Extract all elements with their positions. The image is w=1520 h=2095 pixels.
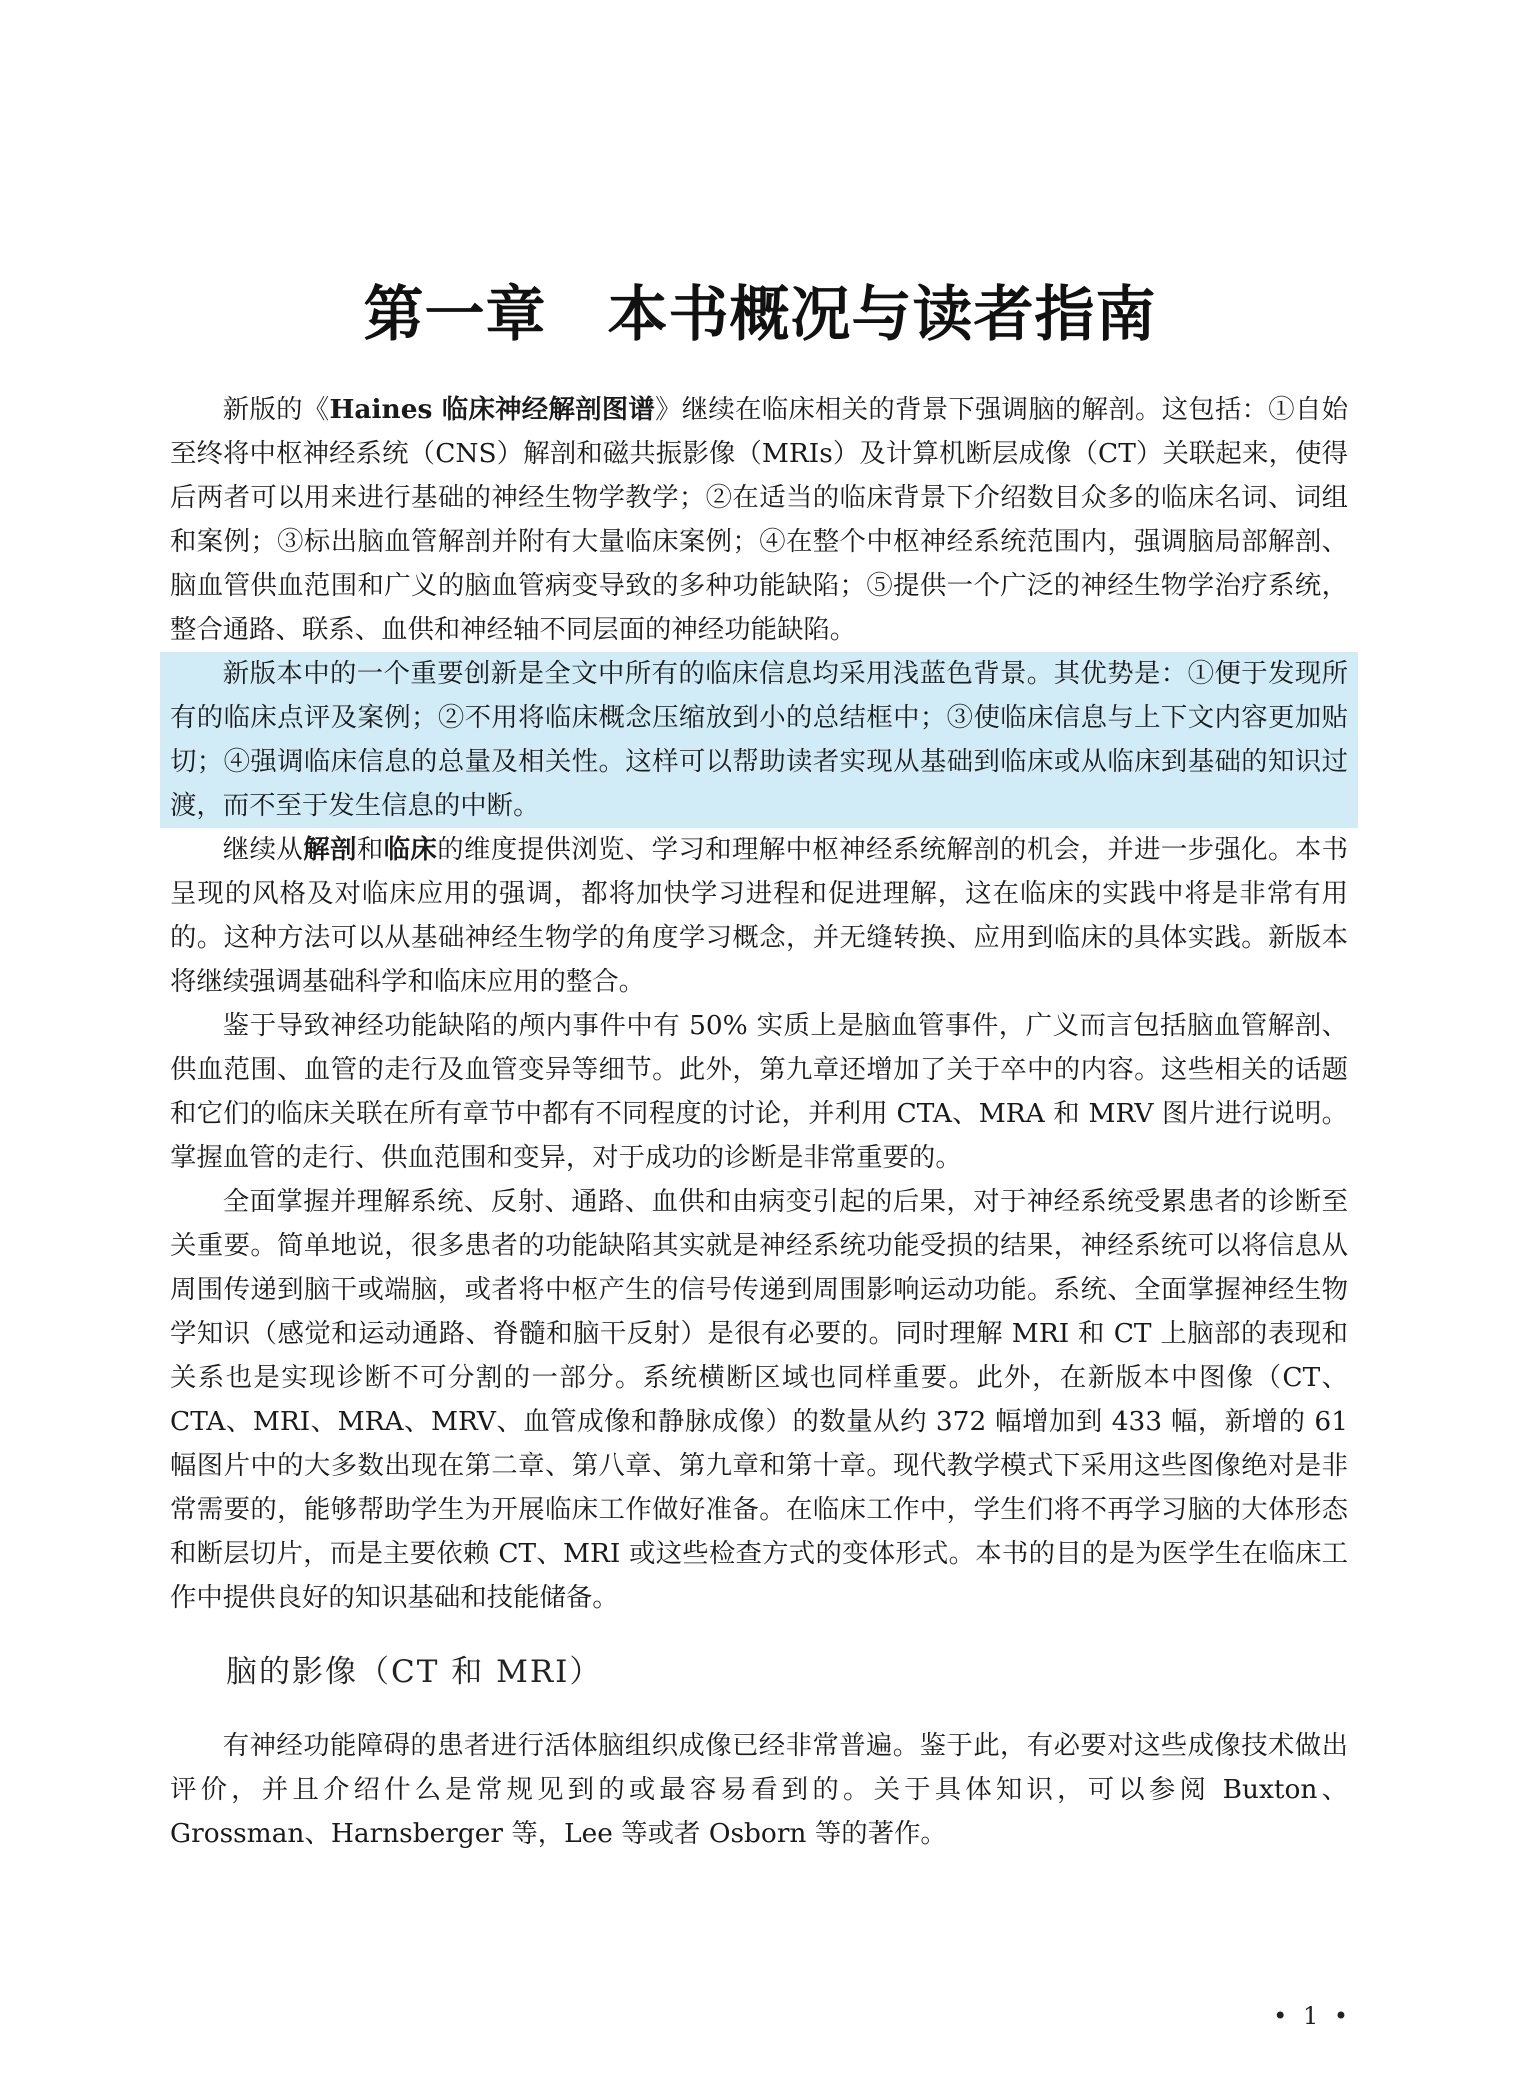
page-number: • 1 •: [1273, 2002, 1352, 2030]
paragraph-3-part-a: 继续从: [222, 834, 304, 865]
emphasis-anatomy: 解剖: [303, 834, 357, 865]
emphasis-clinical: 临床: [383, 834, 438, 865]
paragraph-systems: 全面掌握并理解系统、反射、通路、血供和由病变引起的后果，对于神经系统受累患者的诊断至关重要。简单地说，很多患者的功能缺陷其实就是神经系统功能受损的结果，神经系统可以将信息从周围传递到脑干或端脑，或者将中枢产生的信号传递到周围影响运动功能。系统、全面掌握神经生物学知识（感觉和运动通路、脊髓和脑干反射）是很有必要的。同时理解 MRI 和 CT 上脑部的表现和关系也是实现诊断不可分割的一部分。系统横断区域也同样重要。此外，在新版本中图像（CT、CTA、MRI、MRA、MRV、血管成像和静脉成像）的数量从约 372 幅增加到 433 幅，新增的 61 幅图片中的大多数出现在第二章、第八章、第九章和第十章。现代教学模式下采用这些图像绝对是非常需要的，能够帮助学生为开展临床工作做好准备。在临床工作中，学生们将不再学习脑的大体形态和断层切片，而是主要依赖 CT、MRI 或这些检查方式的变体形式。本书的目的是为医学生在临床工作中提供良好的知识基础和技能储备。: [170, 1186, 1348, 1613]
chapter-title: 第一章 本书概况与读者指南: [363, 280, 1157, 350]
book-title: Haines 临床神经解剖图谱: [329, 394, 656, 425]
paragraph-clinical-highlight: 新版本中的一个重要创新是全文中所有的临床信息均采用浅蓝色背景。其优势是：①便于发现所有的临床点评及案例；②不用将临床概念压缩放到小的总结框中；③使临床信息与上下文内容更加贴切；④强调临床信息的总量及相关性。这样可以帮助读者实现从基础到临床或从临床到基础的知识过渡，而不至于发生信息的中断。: [160, 652, 1358, 828]
paragraph-intro: [170, 388, 1348, 652]
paragraph-intro-lead: 新版的《: [222, 394, 330, 425]
paragraph-3-part-e: 的维度提供浏览、学习和理解中枢神经系统解剖的机会，并进一步强化。本书呈现的风格及对临床应用的强调，都将加快学习进程和促进理解，这在临床的实践中将是非常有用的。这种方法可以从基础神经生物学的角度学习概念，并无缝转换、应用到临床的具体实践。新版本将继续强调基础科学和临床应用的整合。: [170, 834, 1349, 997]
body-text: [170, 388, 1348, 1856]
paragraph-imaging: 有神经功能障碍的患者进行活体脑组织成像已经非常普遍。鉴于此，有必要对这些成像技术做出评价，并且介绍什么是常规见到的或最容易看到的。关于具体知识，可以参阅 Buxton、Grossman、Harnsberger 等，Lee 等或者 Osborn 等的著作。: [170, 1730, 1348, 1849]
paragraph-anatomy-clinical: [170, 828, 1348, 1004]
paragraph-cerebrovascular: 鉴于导致神经功能缺陷的颅内事件中有 50% 实质上是脑血管事件，广义而言包括脑血管解剖、供血范围、血管的走行及血管变异等细节。此外，第九章还增加了关于卒中的内容。这些相关的话题和它们的临床关联在所有章节中都有不同程度的讨论，并利用 CTA、MRA 和 MRV 图片进行说明。掌握血管的走行、供血范围和变异，对于成功的诊断是非常重要的。: [170, 1010, 1348, 1173]
section-heading: 脑的影像（CT 和 MRI）: [226, 1654, 603, 1690]
paragraph-3-part-c: 和: [356, 834, 384, 865]
paragraph-intro-text: 》继续在临床相关的背景下强调脑的解剖。这包括：①自始至终将中枢神经系统（CNS）解剖和磁共振影像（MRIs）及计算机断层成像（CT）关联起来，使得后两者可以用来进行基础的神经生物学教学；②在适当的临床背景下介绍数目众多的临床名词、词组和案例；③标出脑血管解剖并附有大量临床案例；④在整个中枢神经系统范围内，强调脑局部解剖、脑血管供血范围和广义的脑血管病变导致的多种功能缺陷；⑤提供一个广泛的神经生物学治疗系统，整合通路、联系、血供和神经轴不同层面的神经功能缺陷。: [170, 394, 1349, 645]
